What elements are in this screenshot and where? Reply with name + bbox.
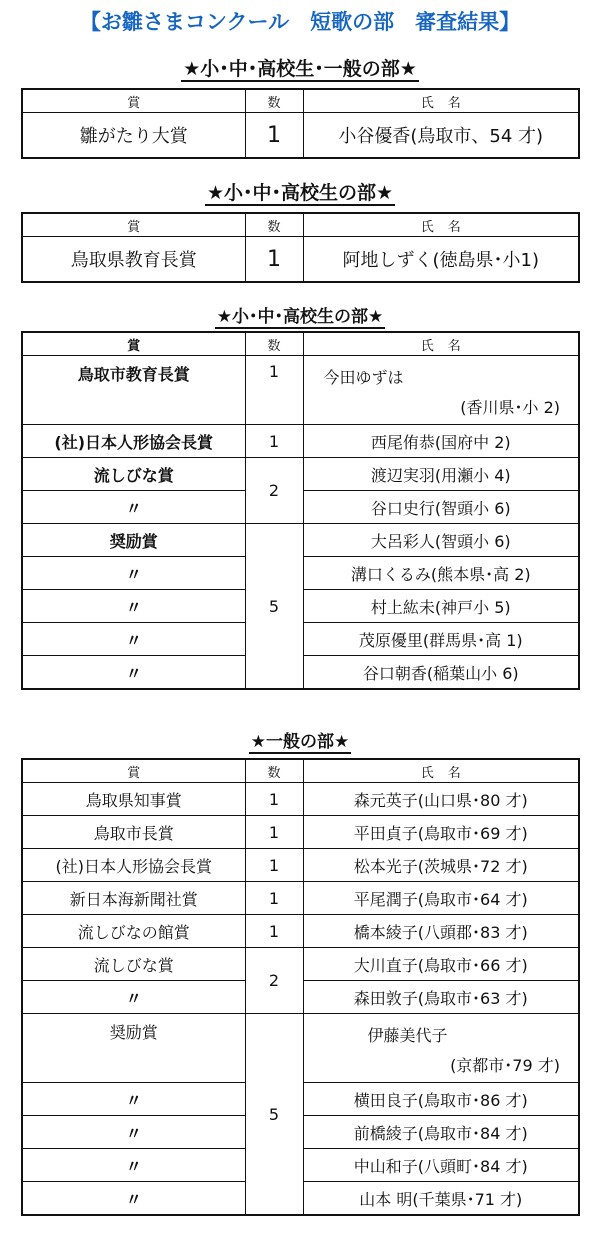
header-count: 数 (245, 759, 303, 783)
table-row (22, 849, 579, 882)
award-cell: 奨励賞 (22, 524, 245, 557)
table-row (22, 113, 579, 159)
table-row (22, 356, 579, 425)
table-row (22, 816, 579, 849)
header-award: 賞 (22, 759, 245, 783)
ditto-mark: 〃 (22, 623, 245, 656)
award-cell: (社)日本人形協会長賞 (22, 425, 245, 458)
table-row (22, 524, 579, 557)
award-cell: 流しびなの館賞 (22, 915, 245, 948)
header-award: 賞 (22, 213, 245, 237)
award-cell: 奨励賞 (22, 1014, 245, 1083)
header-name: 氏名 (303, 213, 579, 237)
name-line-1: 今田ゆずは (323, 368, 404, 387)
header-name: 氏名 (303, 89, 579, 113)
section-title-students-2: ★小･中･高校生の部★ (216, 307, 384, 327)
table-header-row (22, 89, 579, 113)
count-cell: 1 (245, 356, 303, 425)
award-cell: 鳥取市長賞 (22, 816, 245, 849)
name-cell: 村上紘未(神戸小 5) (303, 590, 579, 623)
name-cell: 中山和子(八頭町･84 才) (303, 1149, 579, 1182)
name-cell (303, 356, 579, 425)
ditto-mark: 〃 (22, 557, 245, 590)
name-cell: 森田敦子(鳥取市･63 才) (303, 981, 579, 1014)
award-cell: 雛がたり大賞 (22, 113, 245, 159)
name-cell: 横田良子(鳥取市･86 才) (303, 1083, 579, 1116)
name-line-2: (京都市･79 才) (450, 1056, 560, 1075)
count-cell: 1 (245, 237, 303, 283)
table-row (22, 237, 579, 283)
ditto-mark: 〃 (22, 656, 245, 690)
table-row (22, 783, 579, 816)
award-cell: 流しびな賞 (22, 948, 245, 981)
count-cell: 2 (245, 948, 303, 1014)
count-cell: 1 (245, 425, 303, 458)
table-row (22, 458, 579, 491)
header-name: 氏名 (303, 332, 579, 356)
ditto-mark: 〃 (22, 1149, 245, 1182)
table-row (22, 425, 579, 458)
ditto-mark: 〃 (22, 981, 245, 1014)
name-cell: 前橋綾子(鳥取市･84 才) (303, 1116, 579, 1149)
award-cell: 流しびな賞 (22, 458, 245, 491)
table-row (22, 882, 579, 915)
award-cell: 新日本海新聞社賞 (22, 882, 245, 915)
name-cell (303, 1014, 579, 1083)
header-count: 数 (245, 213, 303, 237)
name-cell: 谷口朝香(稲葉山小 6) (303, 656, 579, 690)
count-cell: 1 (245, 816, 303, 849)
name-cell: 阿地しずく(徳島県･小1) (303, 237, 579, 283)
name-cell: 渡辺実羽(用瀬小 4) (303, 458, 579, 491)
count-cell: 1 (245, 882, 303, 915)
count-cell: 2 (245, 458, 303, 524)
name-cell: 大呂彩人(智頭小 6) (303, 524, 579, 557)
name-cell: 大川直子(鳥取市･66 才) (303, 948, 579, 981)
table-row (22, 948, 579, 981)
section-title-students-1: ★小･中･高校生の部★ (206, 182, 394, 204)
header-count: 数 (245, 332, 303, 356)
count-cell: 1 (245, 915, 303, 948)
award-cell: (社)日本人形協会長賞 (22, 849, 245, 882)
ditto-mark: 〃 (22, 1116, 245, 1149)
count-cell: 5 (245, 1014, 303, 1216)
results-table-general (21, 758, 580, 1216)
ditto-mark: 〃 (22, 590, 245, 623)
name-cell: 小谷優香(鳥取市、54 才) (303, 113, 579, 159)
name-cell: 山本 明(千葉県･71 才) (303, 1182, 579, 1216)
name-line-2: (香川県･小 2) (460, 398, 560, 417)
name-cell: 森元英子(山口県･80 才) (303, 783, 579, 816)
section-title-overall: ★小･中･高校生･一般の部★ (183, 58, 417, 80)
name-cell: 松本光子(茨城県･72 才) (303, 849, 579, 882)
table-header-row (22, 759, 579, 783)
name-cell: 平田貞子(鳥取市･69 才) (303, 816, 579, 849)
header-count: 数 (245, 89, 303, 113)
name-cell: 橋本綾子(八頭郡･83 才) (303, 915, 579, 948)
ditto-mark: 〃 (22, 491, 245, 524)
ditto-mark: 〃 (22, 1182, 245, 1216)
table-row (22, 1014, 579, 1083)
count-cell: 1 (245, 113, 303, 159)
table-row (22, 915, 579, 948)
page-title: 【お雛さまコンクール 短歌の部 審査結果】 (79, 10, 521, 34)
table-header-row (22, 332, 579, 356)
header-name: 氏名 (303, 759, 579, 783)
name-cell: 茂原優里(群馬県･高 1) (303, 623, 579, 656)
award-cell: 鳥取市教育長賞 (22, 356, 245, 425)
count-cell: 1 (245, 849, 303, 882)
header-award: 賞 (22, 89, 245, 113)
name-cell: 谷口史行(智頭小 6) (303, 491, 579, 524)
award-cell: 鳥取県知事賞 (22, 783, 245, 816)
results-table-overall (21, 88, 580, 159)
ditto-mark: 〃 (22, 1083, 245, 1116)
name-cell: 溝口くるみ(熊本県･高 2) (303, 557, 579, 590)
results-table-students-2 (21, 331, 580, 690)
name-cell: 平尾潤子(鳥取市･64 才) (303, 882, 579, 915)
name-cell: 西尾侑恭(国府中 2) (303, 425, 579, 458)
award-cell: 鳥取県教育長賞 (22, 237, 245, 283)
name-line-1: 伊藤美代子 (367, 1026, 448, 1045)
header-award: 賞 (22, 332, 245, 356)
count-cell: 5 (245, 524, 303, 690)
count-cell: 1 (245, 783, 303, 816)
section-title-general: ★一般の部★ (250, 732, 350, 752)
table-header-row (22, 213, 579, 237)
results-table-students-1 (21, 212, 580, 283)
